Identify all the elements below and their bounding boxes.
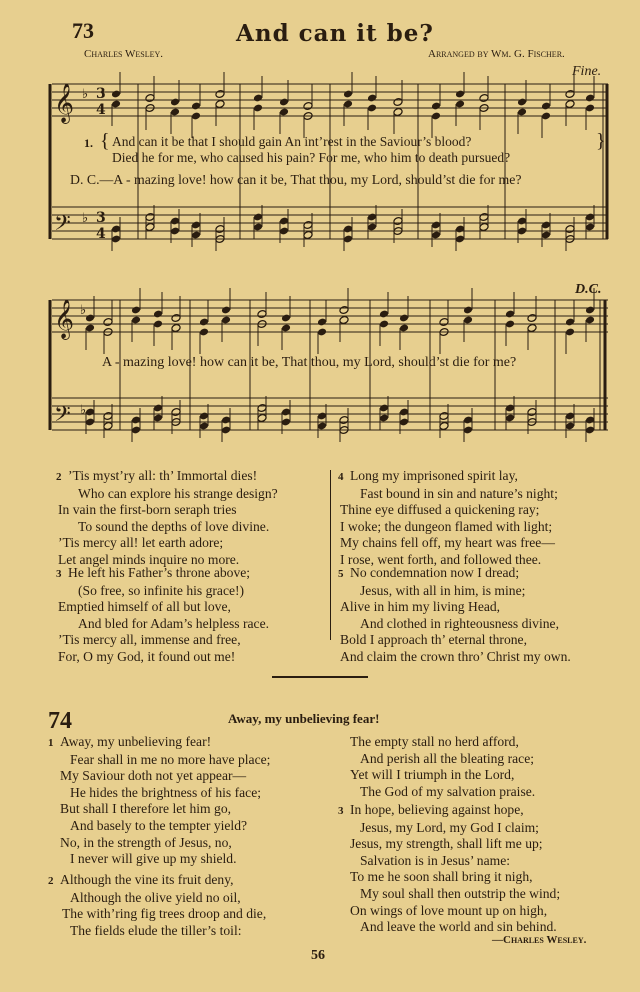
- verse-1-number: 1.: [84, 136, 93, 150]
- hymn-73-arranger: Arranged by Wm. G. Fischer.: [428, 48, 565, 60]
- lyric-line-2: Died he for me, who caused his pain? For me, who him to death pursued?: [112, 150, 511, 165]
- time-sig-bottom-bass: 4: [96, 226, 106, 242]
- refrain-line: A - mazing love! how can it be, That thou, my Lord, should’st die for me?: [102, 355, 517, 370]
- music-notation: [0, 0, 640, 460]
- hymn-74-stanza-3: 3 In hope, believing against hope, Jesus, my Lord, my God I claim; Jesus, my strength, shall lift me up; Salvation is in Jesus’ name: To me he soon shall bring it nigh, My soul shall then outstrip the wind; On wings of love mount up on high, And leave the world and sin behind.: [338, 802, 561, 935]
- hymn-73-stanza-4: 4 Long my imprisoned spirit lay, Fast bound in sin and nature’s night; Thine eye diffused a quickening ray; I woke; the dungeon flamed with light; My chains fell off, my heart was free— I rose, went forth, and followed thee.: [338, 468, 558, 567]
- hymn-73-number: 73: [72, 18, 94, 43]
- svg-text:𝄞: 𝄞: [54, 83, 75, 123]
- hymn-74-number: 74: [48, 708, 72, 734]
- hymn-74-author: —Charles Wesley.: [492, 934, 587, 946]
- svg-text:𝄢: 𝄢: [54, 402, 71, 432]
- time-sig-top-bass: 3: [96, 210, 106, 226]
- time-sig-top: 3: [96, 86, 106, 102]
- hymn-separator: [272, 676, 368, 678]
- hymn-73-title: And can it be?: [236, 20, 434, 47]
- hymn-74-stanza-2: 2 Although the vine its fruit deny, Although the olive yield no oil, The with’ring fig trees droop and die, The fields elude the tiller’s toil:: [48, 872, 267, 938]
- hymn-74-title: Away, my unbelieving fear!: [228, 711, 380, 726]
- lyric-line-1: And can it be that I should gain An int’rest in the Saviour’s blood?: [112, 134, 472, 149]
- refrain-dc-line: D. C.—A - mazing love! how can it be, That thou, my Lord, should’st die for me?: [70, 172, 522, 187]
- page-number: 56: [311, 948, 325, 963]
- hymn-74-stanza-1: 1 Away, my unbelieving fear! Fear shall in me no more have place; My Saviour doth not yet appear— He hides the brightness of his face; But shall I therefore let him go, And basely to the tempter yield? No, in the strength of Jesus, no, I never will give up my shield.: [48, 734, 271, 867]
- dc-marking: D.C.: [575, 282, 602, 297]
- svg-text:♭: ♭: [82, 87, 89, 102]
- column-divider: [330, 470, 331, 640]
- brace-right: }: [596, 130, 606, 152]
- hymn-73-author: Charles Wesley.: [84, 48, 164, 60]
- hymn-73-stanza-3: 3 He left his Father’s throne above; (So free, so infinite his grace!) Emptied himself of all but love, And bled for Adam’s helpless race. ’Tis mercy all, immense and free, For, O my God, it found out me!: [56, 565, 270, 664]
- hymn-74-stanza-2-cont: The empty stall no herd afford, And perish all the bleating race; Yet will I triumph in the Lord, The God of my salvation praise.: [350, 734, 536, 799]
- svg-text:𝄞: 𝄞: [54, 299, 75, 339]
- svg-text:♭: ♭: [80, 403, 87, 418]
- svg-text:♭: ♭: [80, 303, 87, 318]
- fine-marking: Fine.: [572, 64, 602, 79]
- time-sig-bottom: 4: [96, 102, 106, 118]
- svg-text:𝄢: 𝄢: [54, 211, 71, 241]
- hymn-73-stanza-5: 5 No condemnation now I dread; Jesus, with all in him, is mine; Alive in him my living Head, And clothed in righteousness divine, Bold I approach th’ eternal throne, And claim the crown thro’ Christ my own.: [338, 565, 571, 664]
- svg-text:♭: ♭: [82, 211, 89, 226]
- brace-left: {: [100, 130, 110, 152]
- hymn-73-stanza-2: 2 ’Tis myst’ry all: th’ Immortal dies! Who can explore his strange design? In vain the first-born seraph tries To sound the depths of love divine. ’Tis mercy all! let earth adore; Let angel minds inquire no more.: [56, 468, 278, 567]
